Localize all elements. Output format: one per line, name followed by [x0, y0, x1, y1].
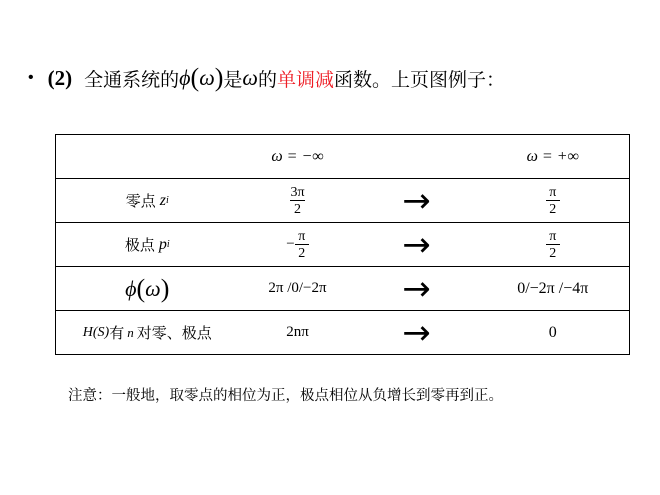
table-row: [56, 179, 630, 223]
paren-open: (: [136, 273, 146, 303]
right-arrow-icon: →: [402, 224, 431, 265]
fraction-numerator: π: [549, 184, 557, 200]
end-value: 0: [548, 323, 557, 341]
header-end: ω = +∞: [526, 147, 579, 165]
row-label-omega: ω: [145, 275, 161, 301]
fraction-numerator: π: [549, 228, 557, 244]
table-row: [56, 311, 630, 355]
highlight-text: 单调减: [276, 68, 334, 91]
paren-open: (: [190, 63, 200, 92]
paren-close: ): [214, 63, 224, 92]
start-sign: −: [286, 236, 295, 252]
end-value: 0/−2π /−4π: [517, 279, 589, 297]
phase-table: [55, 134, 630, 355]
table-row: [56, 223, 630, 267]
row-label-phi: ϕ: [125, 275, 137, 301]
start-fraction: [290, 185, 304, 217]
fraction-denominator: 2: [546, 244, 560, 261]
phi-symbol: ϕ: [179, 65, 191, 90]
row-label-n: n: [127, 324, 134, 340]
header-start: ω = −∞: [271, 147, 324, 165]
heading-text-after: 函数。上页图例子：: [334, 68, 506, 91]
right-arrow-icon: →: [402, 180, 431, 221]
omega-symbol: ω: [199, 65, 215, 90]
start-fraction: [295, 229, 309, 261]
right-arrow-icon: →: [402, 268, 431, 309]
fraction-denominator: 2: [290, 200, 304, 217]
start-value: 2nπ: [286, 324, 309, 340]
end-fraction: [546, 185, 560, 217]
table-header-row: [56, 135, 630, 179]
right-arrow-icon: →: [402, 312, 431, 353]
heading-text-before: 全通系统的: [84, 68, 180, 91]
note-text: 注意：一般地，取零点的相位为正，极点相位从负增长到零再到正。: [68, 388, 503, 404]
start-value: 2π /0/−2π: [268, 280, 327, 296]
bullet-icon: •: [28, 69, 34, 86]
heading-is: 是: [223, 68, 243, 91]
fraction-numerator: 3π: [290, 184, 305, 200]
row-label-math: z: [159, 191, 166, 209]
table-row: [56, 267, 630, 311]
row-label: 零点: [125, 192, 156, 210]
row-label-hs: H(S): [82, 324, 110, 340]
fraction-denominator: 2: [295, 244, 309, 261]
item-number: (2): [47, 65, 73, 90]
row-label-sub: i: [165, 195, 169, 206]
row-label: 极点: [124, 236, 155, 254]
end-fraction: [546, 229, 560, 261]
row-label-math: p: [158, 235, 167, 253]
paren-close: ): [160, 273, 170, 303]
row-label-rest: 对零、极点: [136, 324, 212, 342]
omega-symbol-2: ω: [242, 65, 258, 90]
fraction-denominator: 2: [546, 200, 560, 217]
heading-line: [28, 58, 505, 98]
heading-of: 的: [257, 68, 277, 91]
row-label-sub: i: [166, 239, 170, 250]
fraction-numerator: π: [298, 228, 306, 244]
row-label-have: 有: [109, 324, 125, 342]
